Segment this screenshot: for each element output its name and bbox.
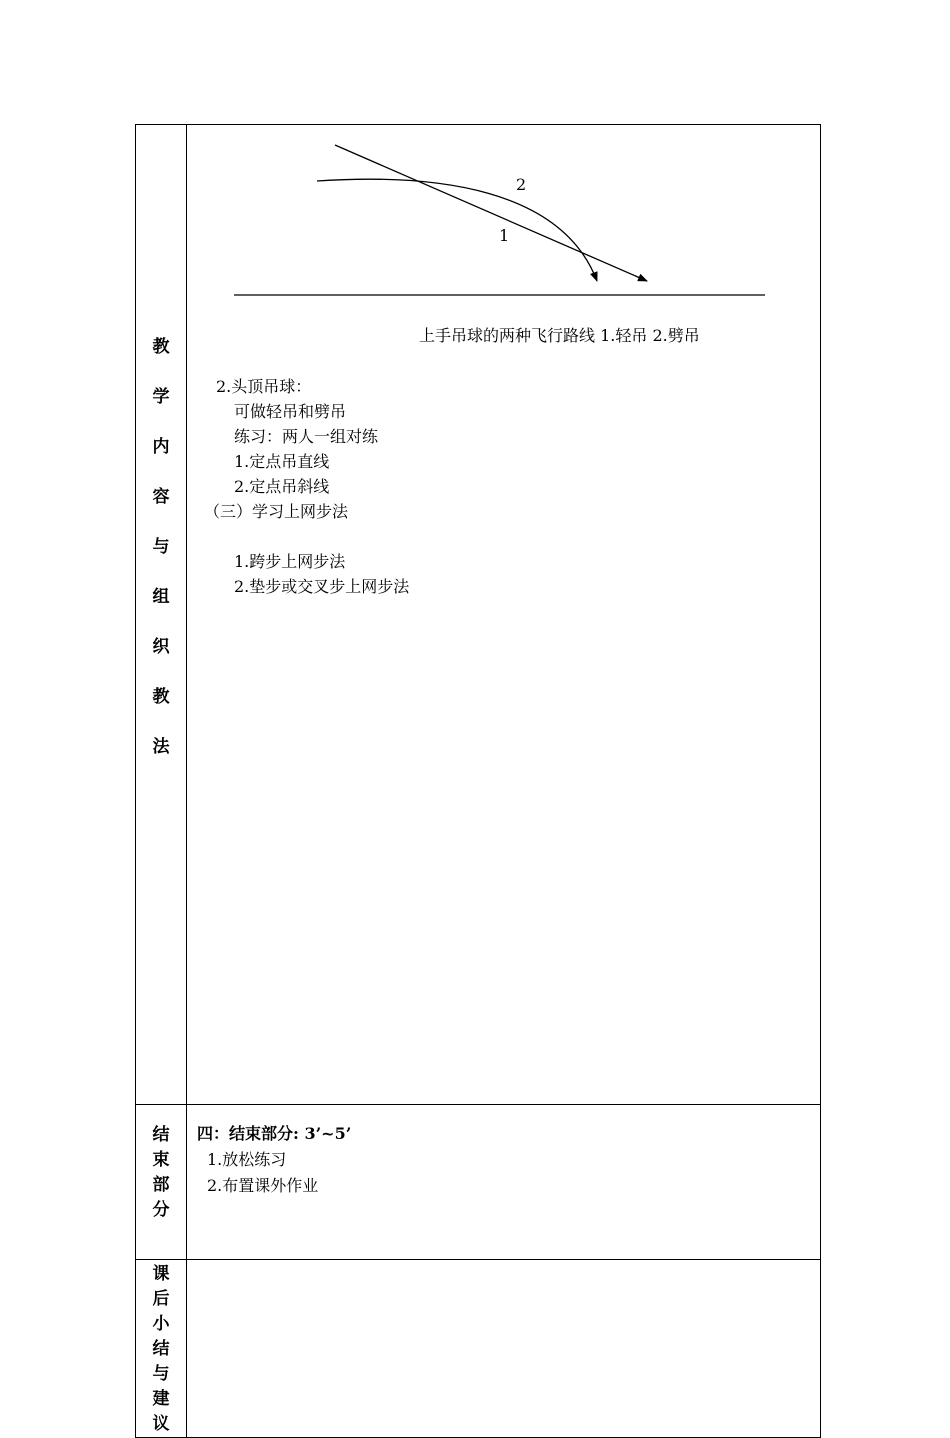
- label-char: 建: [152, 1389, 170, 1409]
- label-char: 小: [152, 1314, 170, 1334]
- label-char: 与: [152, 537, 170, 557]
- label-char: 容: [152, 487, 170, 507]
- label-char: 结: [152, 1125, 170, 1145]
- summary-label: [136, 1260, 187, 1438]
- summary-row: [136, 1260, 821, 1438]
- teaching-content-cell: [187, 125, 821, 1105]
- ending-item: 2.布置课外作业: [207, 1176, 319, 1195]
- ending-item: 1.放松练习: [207, 1150, 287, 1169]
- path-label-1: 1: [499, 226, 510, 245]
- label-char: 束: [152, 1150, 170, 1170]
- path-label-2: 2: [516, 175, 527, 194]
- label-char: 教: [152, 337, 170, 357]
- label-char: 议: [152, 1414, 170, 1434]
- ending-title: 四：结束部分: 3’~5’: [197, 1124, 352, 1143]
- content-line: 1.定点吊直线: [234, 452, 330, 471]
- label-char: 结: [152, 1339, 170, 1359]
- content-line: 练习：两人一组对练: [234, 427, 379, 446]
- content-lines: [204, 374, 409, 599]
- content-line: 2.定点吊斜线: [234, 477, 330, 496]
- label-char: 学: [152, 387, 170, 407]
- label-char: 织: [152, 637, 170, 657]
- content-line: 1.跨步上网步法: [234, 552, 346, 571]
- diagram-caption: 上手吊球的两种飞行路线 1.轻吊 2.劈吊: [419, 326, 700, 345]
- path-smash-drop-curve: [317, 179, 597, 281]
- label-char: 分: [152, 1200, 170, 1220]
- content-line: （三）学习上网步法: [204, 502, 349, 521]
- content-line: 2.头顶吊球：: [216, 377, 312, 396]
- summary-cell: [187, 1260, 821, 1438]
- path-drop-shot-line: [335, 145, 647, 281]
- label-char: 内: [152, 437, 170, 457]
- label-char: 教: [152, 687, 170, 707]
- label-char: 课: [152, 1264, 170, 1284]
- spacer: [204, 524, 409, 549]
- content-line: 可做轻吊和劈吊: [234, 402, 347, 421]
- ending-cell: [187, 1105, 821, 1260]
- flight-path-diagram: [227, 135, 787, 315]
- teaching-content-row: [136, 125, 821, 1105]
- label-char: 部: [152, 1175, 170, 1195]
- label-char: 法: [152, 737, 170, 757]
- ending-label: [136, 1105, 187, 1260]
- ending-block: [197, 1121, 351, 1199]
- content-line: 2.垫步或交叉步上网步法: [234, 577, 410, 596]
- ending-row: [136, 1105, 821, 1260]
- label-char: 后: [152, 1289, 170, 1309]
- lesson-plan-table: [135, 124, 821, 1438]
- teaching-content-label: [136, 125, 187, 1105]
- label-char: 组: [152, 587, 170, 607]
- label-char: 与: [152, 1364, 170, 1384]
